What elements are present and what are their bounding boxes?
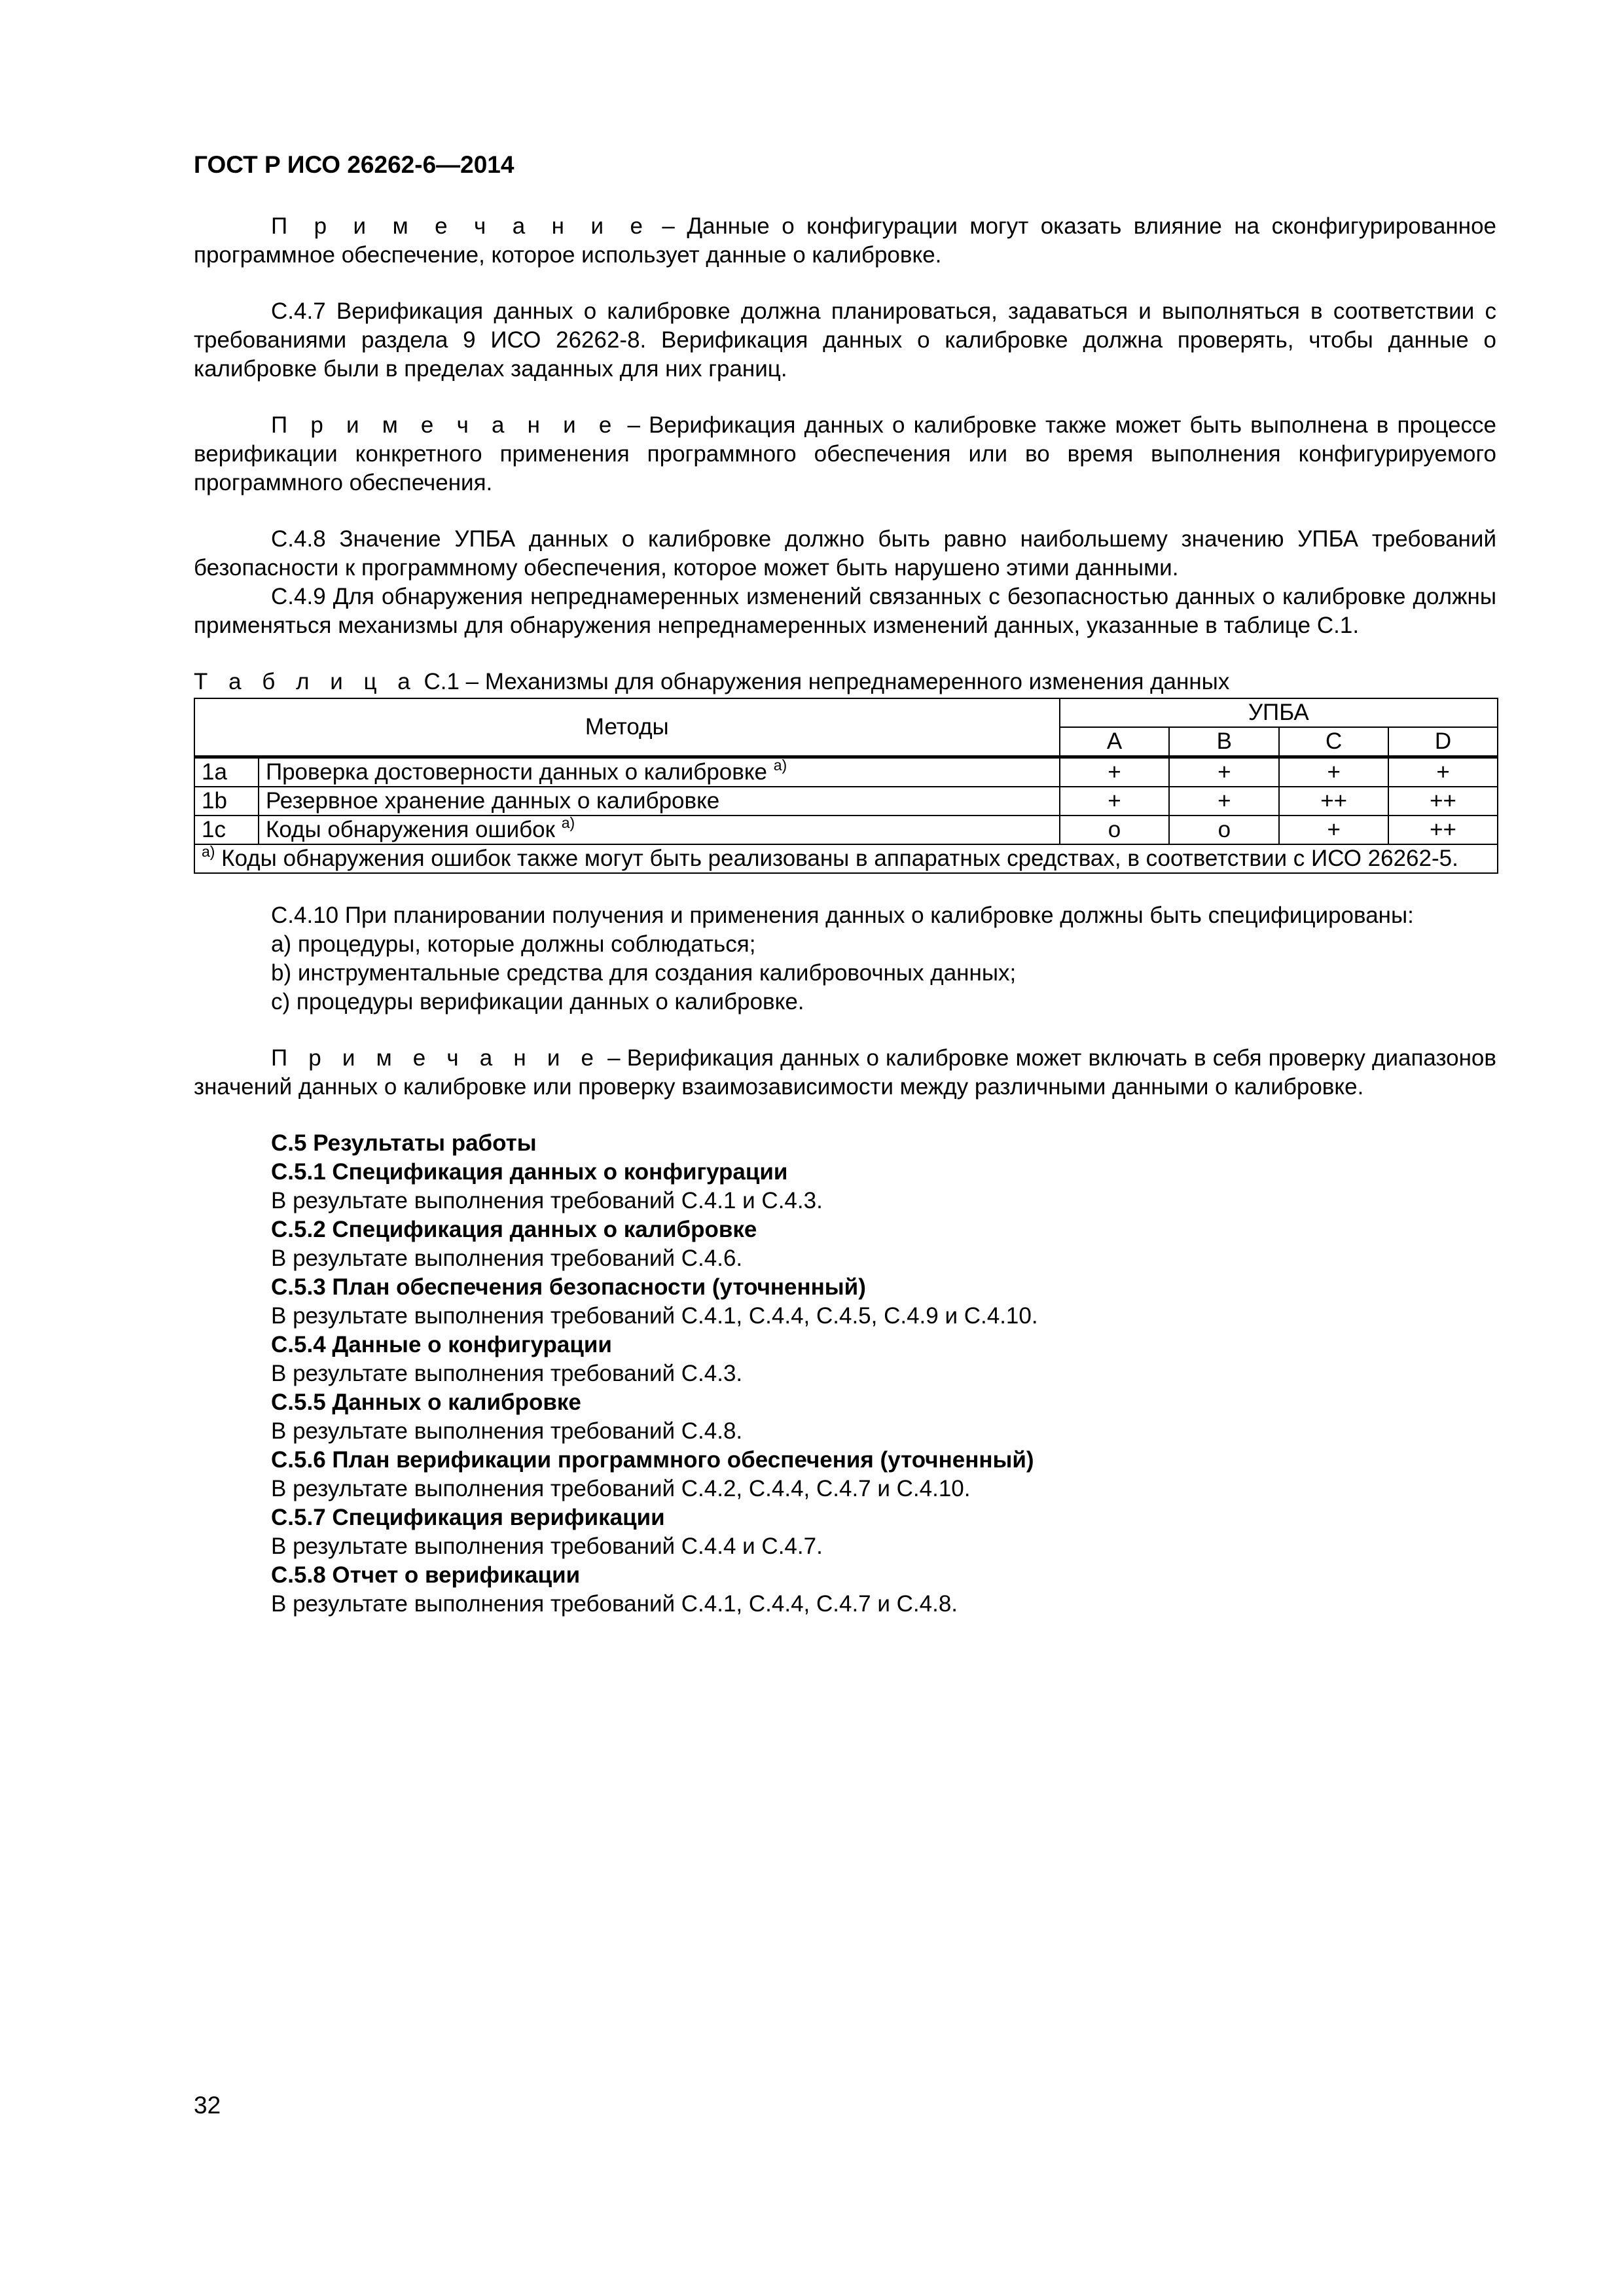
table-row xyxy=(194,816,1498,844)
clause-c47: C.4.7 Верификация данных о калибровке должна планироваться, задаваться и выполняться в соответствии с требованиями раздела 9 ИСО 26262-8. Верификация данных о калибровке должна проверять, чтобы данные о калибровке были в пределах заданных для них границ. xyxy=(194,298,1496,382)
cell-value: + xyxy=(1060,757,1170,787)
clause-c49: С.4.9 Для обнаружения непреднамеренных изменений связанных с безопасностью данных о калибровке должны применяться механизмы для обнаружения непреднамеренных изменений данных, указанные в таблице С.1. xyxy=(194,584,1496,638)
section-text: В результате выполнения требований С.4.6. xyxy=(271,1246,743,1271)
section-heading: С.5.1 Спецификация данных о конфигурации xyxy=(271,1159,788,1185)
row-method xyxy=(259,787,1060,816)
cell-value: o xyxy=(1060,816,1170,844)
section-text: В результате выполнения требований С.4.2, С.4.4, С.4.7 и С.4.10. xyxy=(271,1476,971,1501)
clause-c410: С.4.10 При планировании получения и применения данных о калибровке должны быть специфицированы: xyxy=(271,903,1414,928)
section-text: В результате выполнения требований С.4.4 и С.4.7. xyxy=(271,1534,823,1559)
list-item: c) процедуры верификации данных о калибровке. xyxy=(271,989,804,1014)
note-label: П р и м е ч а н и е xyxy=(271,1045,601,1071)
mechanisms-table xyxy=(194,698,1498,874)
section-heading: С.5.4 Данные о конфигурации xyxy=(271,1332,612,1357)
list-item: a) процедуры, которые должны соблюдаться; xyxy=(271,931,756,957)
method-text: Проверка достоверности данных о калибровке xyxy=(265,759,768,785)
level-b: B xyxy=(1169,727,1279,757)
document-header: ГОСТ Р ИСО 26262-6—2014 xyxy=(194,151,514,178)
note-text: – Верификация данных о калибровке может включать в себя проверку диапазонов значений данных о калибровке или проверку взаимозависимости между различными данными о калибровке. xyxy=(194,1045,1496,1100)
cell-value: ++ xyxy=(1388,787,1498,816)
section-text: В результате выполнения требований С.4.1 и С.4.3. xyxy=(271,1188,823,1213)
method-text: Коды обнаружения ошибок xyxy=(265,817,555,842)
list-item: b) инструментальные средства для создания калибровочных данных; xyxy=(271,960,1017,986)
cell-value: + xyxy=(1169,787,1279,816)
methods-header: Методы xyxy=(194,698,1060,757)
cell-value: + xyxy=(1279,816,1388,844)
section-heading: С.5.8 Отчет о верификации xyxy=(271,1562,581,1588)
asil-header: УПБА xyxy=(1060,698,1498,727)
method-text: Резервное хранение данных о калибровке xyxy=(265,788,720,814)
section-heading: С.5.7 Спецификация верификации xyxy=(271,1505,665,1530)
section-heading: С.5.6 План верификации программного обеспечения (уточненный) xyxy=(271,1447,1034,1473)
section-text: В результате выполнения требований С.4.1, С.4.4, С.4.7 и С.4.8. xyxy=(271,1591,958,1617)
note-1 xyxy=(194,212,1496,270)
section-text: В результате выполнения требований С.4.1, С.4.4, С.4.5, С.4.9 и С.4.10. xyxy=(271,1303,1038,1329)
section-text: В результате выполнения требований С.4.8. xyxy=(271,1418,743,1444)
cell-value: + xyxy=(1169,757,1279,787)
footnote-text: Коды обнаружения ошибок также могут быть реализованы в аппаратных средствах, в соответствии с ИСО 26262-5. xyxy=(215,846,1458,871)
table-caption-text: С.1 – Механизмы для обнаружения непреднамеренного изменения данных xyxy=(417,669,1230,694)
table-row xyxy=(194,757,1498,787)
table-row xyxy=(194,787,1498,816)
results-section xyxy=(271,1129,1496,1619)
note-2 xyxy=(194,411,1496,497)
section-heading: С.5.2 Спецификация данных о калибровке xyxy=(271,1217,757,1242)
cell-value: ++ xyxy=(1388,816,1498,844)
table-header-row xyxy=(194,698,1498,727)
cell-value: + xyxy=(1060,787,1170,816)
note-3 xyxy=(194,1044,1496,1102)
table-footnote xyxy=(194,844,1498,873)
section-heading: С.5 Результаты работы xyxy=(271,1130,537,1156)
row-id: 1c xyxy=(194,816,259,844)
footnote-ref: a) xyxy=(773,757,787,774)
row-id: 1a xyxy=(194,757,259,787)
row-method xyxy=(259,757,1060,787)
note-label: П р и м е ч а н и е xyxy=(271,412,619,438)
note-text: – Данные о конфигурации могут оказать влияние на сконфигурированное программное обеспечение, которое использует данные о калибровке. xyxy=(194,213,1496,268)
document-page xyxy=(194,151,1496,1619)
note-text: – Верификация данных о калибровке также может быть выполнена в процессе верификации конкретного применения программного обеспечения или во время выполнения конфигурируемого программного обеспечения. xyxy=(194,412,1496,495)
cell-value: + xyxy=(1388,757,1498,787)
cell-value: o xyxy=(1169,816,1279,844)
table-footnote-row xyxy=(194,844,1498,873)
level-a: A xyxy=(1060,727,1170,757)
cell-value: + xyxy=(1279,757,1388,787)
row-id: 1b xyxy=(194,787,259,816)
section-text: В результате выполнения требований С.4.3. xyxy=(271,1361,743,1386)
note-label: П р и м е ч а н и е xyxy=(271,213,650,239)
cell-value: ++ xyxy=(1279,787,1388,816)
section-heading: С.5.3 План обеспечения безопасности (уточненный) xyxy=(271,1274,866,1300)
level-c: C xyxy=(1279,727,1388,757)
table-caption xyxy=(194,668,1496,696)
footnote-mark: a) xyxy=(202,843,215,860)
row-method xyxy=(259,816,1060,844)
clause-c48: С.4.8 Значение УПБА данных о калибровке должно быть равно наибольшему значению УПБА требований безопасности к программному обеспечения, которое может быть нарушено этими данными. xyxy=(194,526,1496,581)
section-heading: С.5.5 Данных о калибровке xyxy=(271,1390,581,1415)
table-caption-label: Т а б л и ц а xyxy=(194,669,418,694)
page-number: 32 xyxy=(194,2092,221,2119)
level-d: D xyxy=(1388,727,1498,757)
footnote-ref: a) xyxy=(561,814,575,831)
